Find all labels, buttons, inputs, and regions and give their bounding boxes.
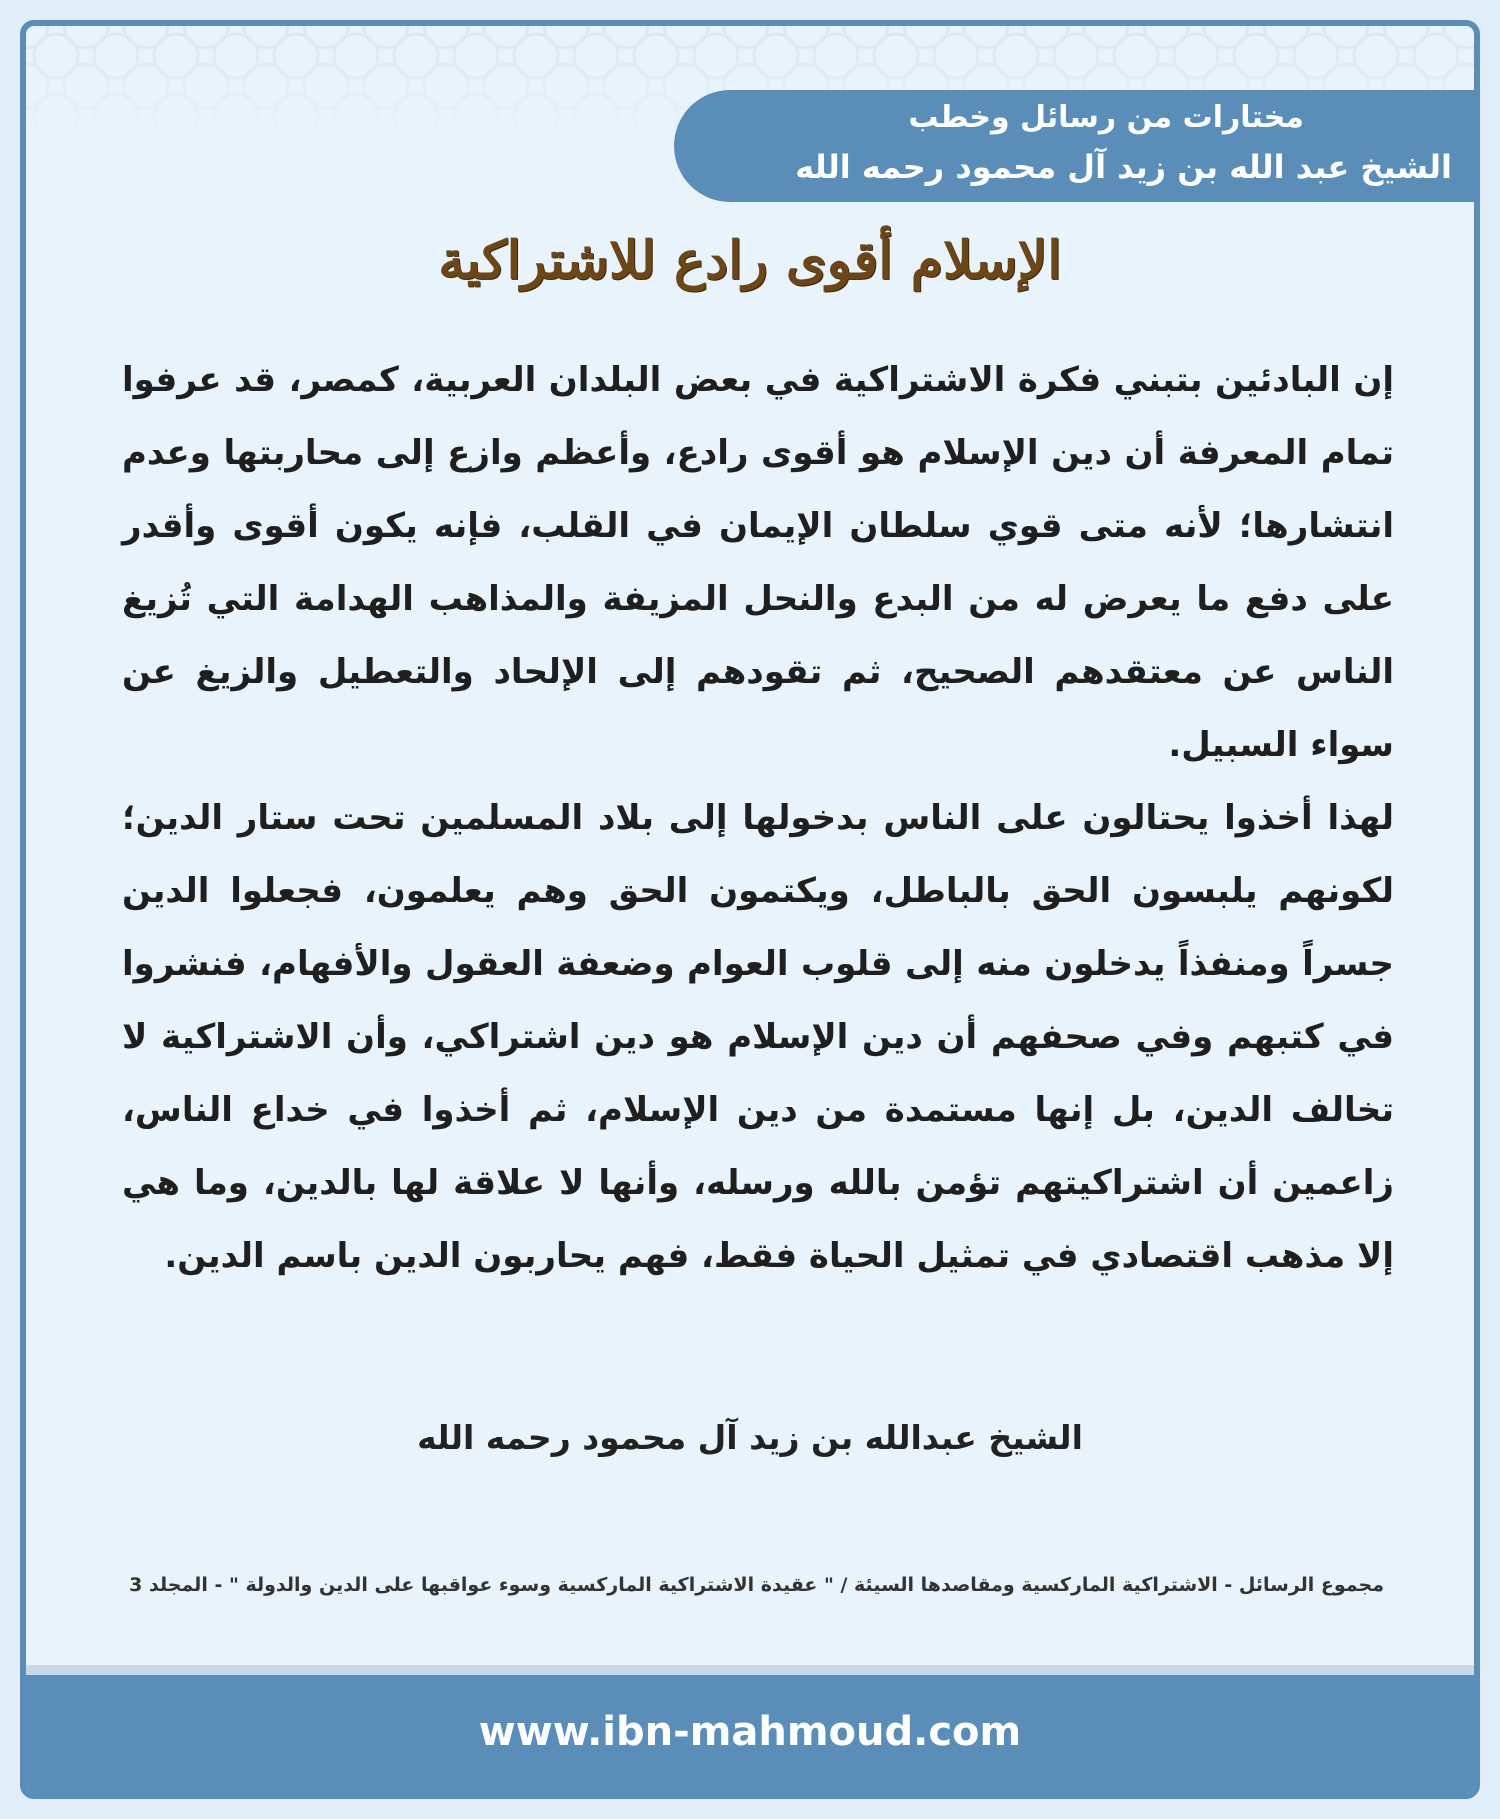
footer <box>26 1675 1474 1793</box>
author-name-header: الشيخ عبد الله بن زيد آل محمود رحمه الله <box>795 148 1452 186</box>
page-title: الإسلام أقوى رادع للاشتراكية <box>438 230 1062 291</box>
signature: الشيخ عبدالله بن زيد آل محمود رحمه الله <box>417 1418 1083 1457</box>
header-banner <box>674 90 1474 202</box>
paragraph: لهذا أخذوا يحتالون على الناس بدخولها إلى بلاد المسلمين تحت ستار الدين؛ لكونهم يلبسون الحق بالباطل، ويكتمون الحق وهم يعلمون، فجعلوا الدين جسراً ومنفذاً يدخلون منه إلى قلوب العوام وضعفة العقول والأفهام، فنشروا في كتبهم وفي صحفهم أن دين الإسلام هو دين اشتراكي، وأن الاشتراكية لا تخالف الدين، بل إنها مستمدة من دين الإسلام، ثم أخذوا في خداع الناس، زاعمين أن اشتراكيتهم تؤمن بالله ورسله، وأنها لا علاقة لها بالدين، وما هي إلا مذهب اقتصادي في تمثيل الحياة فقط، فهم يحاربون الدين باسم الدين. <box>122 798 1394 1276</box>
article-body <box>122 344 1394 1293</box>
article-card <box>20 20 1480 1799</box>
footer-divider <box>26 1665 1474 1675</box>
series-title: مختارات من رسائل وخطب <box>908 100 1304 135</box>
paragraph: إن البادئين بتبني فكرة الاشتراكية في بعض البلدان العربية، كمصر، قد عرفوا تمام المعرفة أن دين الإسلام هو أقوى رادع، وأعظم وازع إلى محاربتها وعدم انتشارها؛ لأنه متى قوي سلطان الإيمان في القلب، فإنه يكون أقوى وأقدر على دفع ما يعرض له من البدع والنحل المزيفة والمذاهب الهدامة التي تُزيغ الناس عن معتقدهم الصحيح، ثم تقودهم إلى الإلحاد والتعطيل والزيغ عن سواء السبيل. <box>122 360 1394 765</box>
website-link[interactable]: www.ibn-mahmoud.com <box>478 1709 1022 1755</box>
source-citation: مجموع الرسائل - الاشتراكية الماركسية ومقاصدها السيئة / " عقيدة الاشتراكية الماركسية وسوء عواقبها على الدين والدولة " - المجلد 3 <box>129 1574 1384 1596</box>
